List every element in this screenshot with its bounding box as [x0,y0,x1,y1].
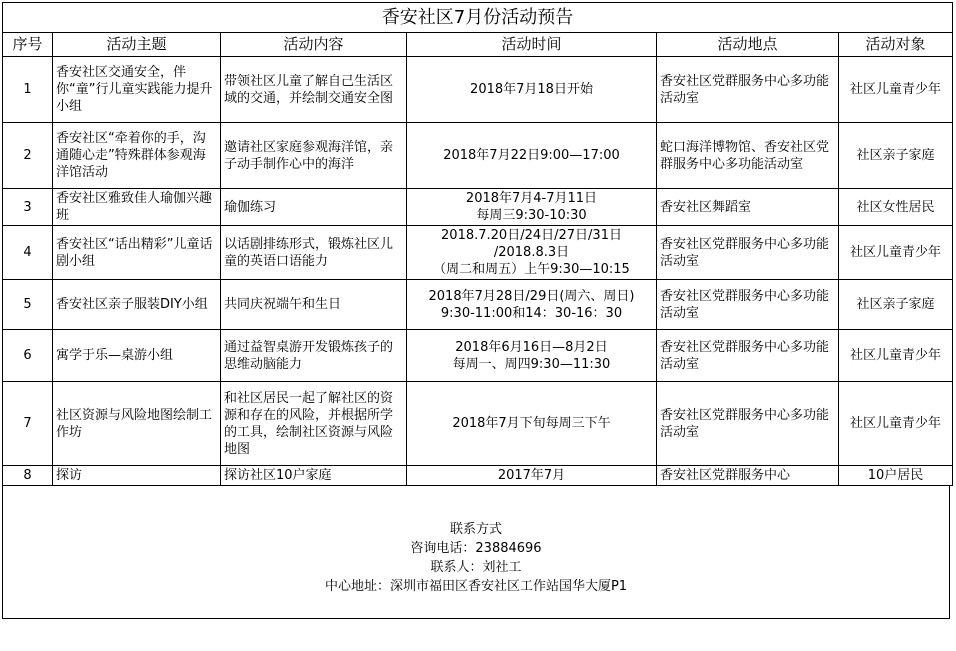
row-time: 2018.7.20日/24日/27日/31日 /2018.8.3日 （周二和周五）上午9:30—10:15 [407,226,657,280]
row-theme: 寓学于乐—桌游小组 [53,330,221,382]
row-place: 香安社区党群服务中心多功能活动室 [657,226,839,280]
row-no: 1 [3,57,53,123]
header-row [3,33,953,57]
header-content: 活动内容 [221,33,407,57]
row-place: 香安社区党群服务中心多功能活动室 [657,280,839,330]
header-time: 活动时间 [407,33,657,57]
row-place: 香安社区党群服务中心多功能活动室 [657,330,839,382]
row-place: 香安社区党群服务中心多功能活动室 [657,57,839,123]
header-place: 活动地点 [657,33,839,57]
contact-info [2,486,950,619]
row-no: 3 [3,189,53,226]
table-row [3,330,953,382]
row-time: 2018年7月22日9:00—17:00 [407,123,657,189]
header-theme: 活动主题 [53,33,221,57]
header-target: 活动对象 [839,33,953,57]
contact-heading: 联系方式 [449,522,502,537]
contact-person: 联系人：刘社工 [430,560,522,575]
table-row [3,189,953,226]
table-row [3,123,953,189]
row-theme: 香安社区“牵着你的手，沟通随心走”特殊群体参观海洋馆活动 [53,123,221,189]
row-time: 2018年7月28日/29日(周六、周日) 9:30-11:00和14：30-16：30 [407,280,657,330]
row-theme: 香安社区亲子服装DIY小组 [53,280,221,330]
row-content: 通过益智桌游开发锻炼孩子的思维动脑能力 [221,330,407,382]
row-target: 社区亲子家庭 [839,280,953,330]
table-row [3,382,953,466]
row-target: 10户居民 [839,466,953,486]
row-theme: 社区资源与风险地图绘制工作坊 [53,382,221,466]
header-no: 序号 [3,33,53,57]
row-place: 香安社区舞蹈室 [657,189,839,226]
row-content: 共同庆祝端午和生日 [221,280,407,330]
row-content: 瑜伽练习 [221,189,407,226]
row-no: 2 [3,123,53,189]
row-theme: 香安社区雅致佳人瑜伽兴趣班 [53,189,221,226]
row-target: 社区儿童青少年 [839,226,953,280]
row-target: 社区儿童青少年 [839,330,953,382]
table-row [3,466,953,486]
row-place: 香安社区党群服务中心 [657,466,839,486]
row-content: 探访社区10户家庭 [221,466,407,486]
table-row [3,226,953,280]
row-target: 社区儿童青少年 [839,57,953,123]
activity-table [2,2,953,486]
contact-phone: 咨询电话：23884696 [410,541,542,556]
row-time: 2018年6月16日—8月2日 每周一、周四9:30—11:30 [407,330,657,382]
row-time: 2018年7月4-7月11日 每周三9:30-10:30 [407,189,657,226]
row-no: 4 [3,226,53,280]
row-time: 2018年7月18日开始 [407,57,657,123]
activity-sheet [2,2,954,647]
row-place: 蛇口海洋博物馆、香安社区党群服务中心多功能活动室 [657,123,839,189]
row-theme: 香安社区“话出精彩”儿童话剧小组 [53,226,221,280]
row-content: 和社区居民一起了解社区的资源和存在的风险，并根据所学的工具，绘制社区资源与风险地图 [221,382,407,466]
row-time: 2018年7月下旬每周三下午 [407,382,657,466]
row-no: 5 [3,280,53,330]
table-title: 香安社区7月份活动预告 [3,3,953,33]
contact-address: 中心地址：深圳市福田区香安社区工作站国华大厦P1 [324,579,628,594]
row-target: 社区亲子家庭 [839,123,953,189]
row-theme: 探访 [53,466,221,486]
row-time: 2017年7月 [407,466,657,486]
table-row [3,57,953,123]
row-content: 带领社区儿童了解自己生活区域的交通，并绘制交通安全图 [221,57,407,123]
row-content: 以话剧排练形式，锻炼社区儿童的英语口语能力 [221,226,407,280]
row-target: 社区女性居民 [839,189,953,226]
table-row [3,280,953,330]
row-target: 社区儿童青少年 [839,382,953,466]
row-no: 8 [3,466,53,486]
row-content: 邀请社区家庭参观海洋馆，亲子动手制作心中的海洋 [221,123,407,189]
row-no: 7 [3,382,53,466]
row-no: 6 [3,330,53,382]
row-place: 香安社区党群服务中心多功能活动室 [657,382,839,466]
row-theme: 香安社区交通安全，伴你“童”行儿童实践能力提升小组 [53,57,221,123]
